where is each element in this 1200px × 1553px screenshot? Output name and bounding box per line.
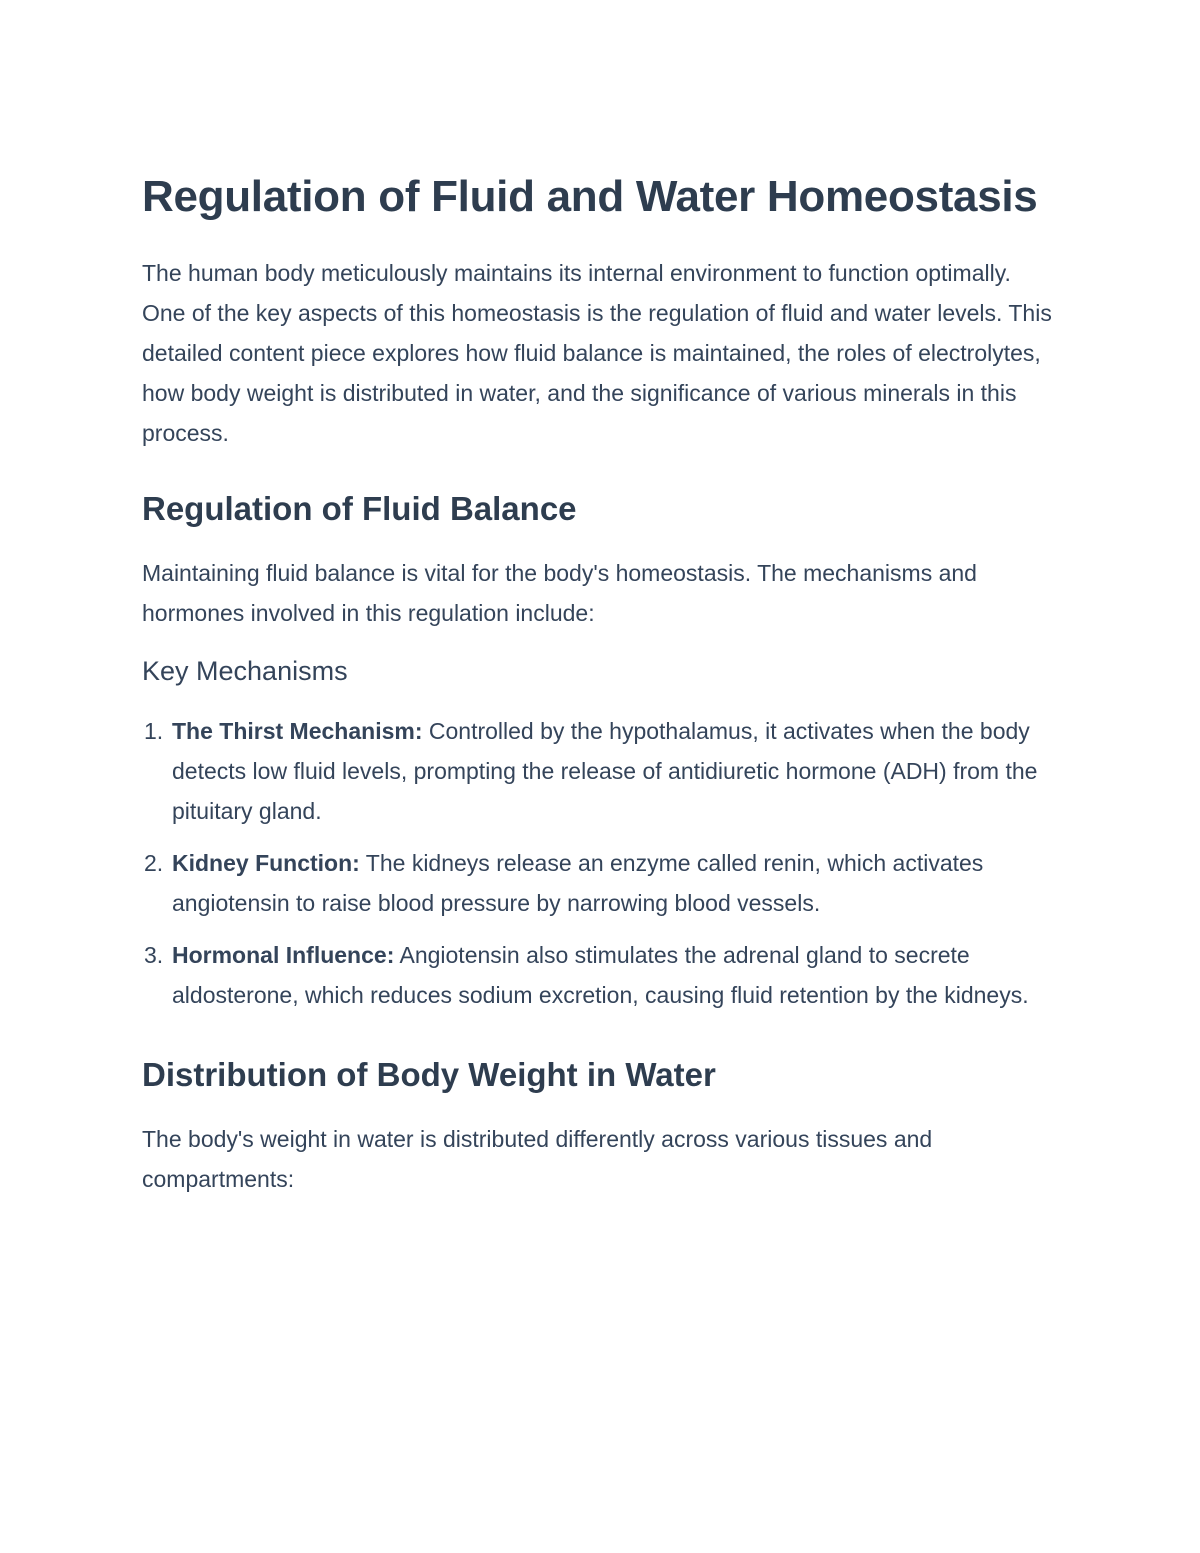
section-heading-body-weight-water: Distribution of Body Weight in Water — [142, 1056, 716, 1093]
list-item-text: Controlled by the hypothalamus, it activates when the body detects low fluid levels, prompting the release of antidiuretic hormone (ADH) from the pituitary gland. — [172, 718, 1038, 824]
body-weight-paragraph: The body's weight in water is distributed differently across various tissues and compartments: — [142, 1126, 933, 1192]
list-item-label: Kidney Function: — [172, 850, 360, 876]
subheading-key-mechanisms: Key Mechanisms — [142, 656, 348, 686]
list-item — [142, 935, 1057, 1015]
fluid-balance-paragraph: Maintaining fluid balance is vital for the body's homeostasis. The mechanisms and hormones involved in this regulation include: — [142, 560, 977, 626]
document-page — [142, 165, 1057, 1199]
document-title: Regulation of Fluid and Water Homeostasis — [142, 172, 1038, 221]
section-heading-fluid-balance: Regulation of Fluid Balance — [142, 490, 577, 527]
list-item-number: 2. — [144, 850, 164, 876]
list-item — [142, 843, 1057, 923]
list-item-number: 1. — [144, 718, 164, 744]
mechanisms-list — [142, 711, 1057, 1015]
list-item-label: The Thirst Mechanism: — [172, 718, 423, 744]
intro-paragraph: The human body meticulously maintains its internal environment to function optimally. One of the key aspects of this homeostasis is the regulation of fluid and water levels. This detailed content piece explores how fluid balance is maintained, the roles of electrolytes, how body weight is distributed in water, and the significance of various minerals in this process. — [142, 260, 1052, 446]
list-item-text: Angiotensin also stimulates the adrenal gland to secrete aldosterone, which reduces sodium excretion, causing fluid retention by the kidneys. — [172, 942, 1029, 1008]
list-item-number: 3. — [144, 942, 164, 968]
list-item-label: Hormonal Influence: — [172, 942, 395, 968]
list-item — [142, 711, 1057, 831]
list-item-text: The kidneys release an enzyme called renin, which activates angiotensin to raise blood pressure by narrowing blood vessels. — [172, 850, 984, 916]
